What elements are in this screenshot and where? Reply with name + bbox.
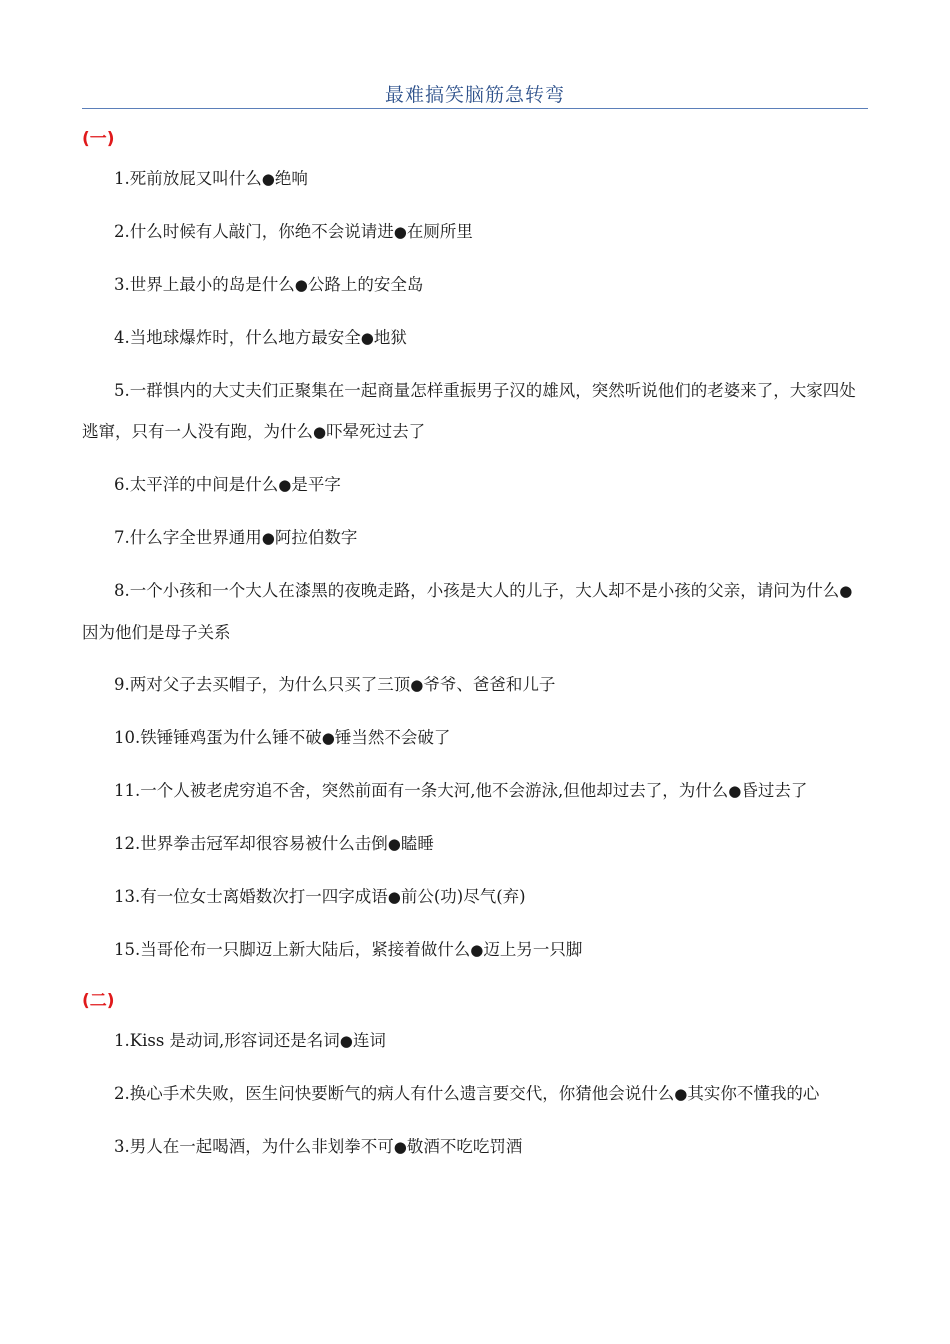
- bullet-icon: ●: [360, 329, 374, 347]
- list-item: [82, 664, 868, 706]
- section-label: (二): [82, 991, 115, 1011]
- question: 7.什么字全世界通用: [114, 528, 262, 547]
- answer: 阿拉伯数字: [274, 528, 358, 547]
- answer: 公路上的安全岛: [307, 275, 424, 294]
- bullet-icon: ●: [313, 423, 327, 441]
- bullet-icon: ●: [410, 676, 424, 694]
- bullet-icon: ●: [261, 170, 275, 188]
- bullet-icon: ●: [470, 941, 484, 959]
- bullet-icon: ●: [278, 476, 292, 494]
- answer: 是平字: [291, 475, 341, 494]
- answer: 连词: [352, 1031, 386, 1050]
- answer: 爷爷、爸爸和儿子: [423, 675, 556, 694]
- bullet-icon: ●: [728, 782, 742, 800]
- section-2: [82, 986, 868, 1168]
- question: 3.世界上最小的岛是什么: [114, 275, 295, 294]
- bullet-icon: ●: [839, 582, 853, 600]
- answer: 在厕所里: [406, 222, 473, 241]
- question: 5.一群惧内的大丈夫们正聚集在一起商量怎样重振男子汉的雄风，突然听说他们的老婆来了，大家四处逃窜，只有一人没有跑，为什么: [82, 381, 856, 441]
- section-label: (一): [82, 129, 115, 149]
- list-item: [82, 211, 868, 253]
- list-item: [82, 823, 868, 865]
- list-item: [82, 929, 868, 971]
- list-item: [82, 1126, 868, 1168]
- question: 12.世界拳击冠军却很容易被什么击倒: [114, 834, 388, 853]
- answer: 昏过去了: [741, 781, 808, 800]
- answer: 前公(功)尽气(弃): [400, 887, 526, 906]
- question: 3.男人在一起喝酒，为什么非划拳不可: [114, 1137, 394, 1156]
- list-item: [82, 1020, 868, 1062]
- question: 10.铁锤锤鸡蛋为什么锤不破: [114, 728, 322, 747]
- list-item: [82, 264, 868, 306]
- list-item: [82, 1073, 868, 1115]
- header-divider: [82, 108, 868, 109]
- list-item: [82, 370, 868, 453]
- bullet-icon: ●: [674, 1085, 688, 1103]
- bullet-icon: ●: [387, 888, 401, 906]
- answer: 绝响: [274, 169, 308, 188]
- question: 1.Kiss 是动词,形容词还是名词: [114, 1031, 340, 1050]
- list-item: [82, 717, 868, 759]
- bullet-icon: ●: [321, 729, 335, 747]
- answer: 迈上另一只脚: [483, 940, 583, 959]
- list-item: [82, 770, 868, 812]
- bullet-icon: ●: [387, 835, 401, 853]
- question: 1.死前放屁又叫什么: [114, 169, 262, 188]
- question: 6.太平洋的中间是什么: [114, 475, 279, 494]
- answer: 吓晕死过去了: [326, 422, 426, 441]
- bullet-icon: ●: [393, 223, 407, 241]
- bullet-icon: ●: [339, 1032, 353, 1050]
- answer: 地狱: [373, 328, 407, 347]
- answer: 瞌睡: [400, 834, 434, 853]
- list-item: [82, 158, 868, 200]
- list-item: [82, 464, 868, 506]
- answer: 因为他们是母子关系: [82, 623, 231, 642]
- question: 13.有一位女士离婚数次打一四字成语: [114, 887, 388, 906]
- answer: 其实你不懂我的心: [687, 1084, 820, 1103]
- list-item: [82, 317, 868, 359]
- section-1: [82, 124, 868, 971]
- bullet-icon: ●: [294, 276, 308, 294]
- answer: 敬酒不吃吃罚酒: [406, 1137, 523, 1156]
- list-item: [82, 876, 868, 918]
- list-item: [82, 517, 868, 559]
- page-title: 最难搞笑脑筋急转弯: [384, 84, 565, 106]
- question: 9.两对父子去买帽子，为什么只买了三顶: [114, 675, 411, 694]
- question: 15.当哥伦布一只脚迈上新大陆后，紧接着做什么: [114, 940, 471, 959]
- question: 2.换心手术失败，医生问快要断气的病人有什么遗言要交代，你猜他会说什么: [114, 1084, 675, 1103]
- question: 8.一个小孩和一个大人在漆黑的夜晚走路，小孩是大人的儿子，大人却不是小孩的父亲，请问为什么: [114, 581, 840, 600]
- bullet-icon: ●: [393, 1138, 407, 1156]
- bullet-icon: ●: [261, 529, 275, 547]
- list-item: [82, 570, 868, 653]
- content-body: [82, 124, 868, 1179]
- question: 2.什么时候有人敲门，你绝不会说请进: [114, 222, 394, 241]
- answer: 锤当然不会破了: [334, 728, 451, 747]
- question: 11.一个人被老虎穷追不舍，突然前面有一条大河,他不会游泳,但他却过去了，为什么: [114, 781, 729, 800]
- question: 4.当地球爆炸时，什么地方最安全: [114, 328, 361, 347]
